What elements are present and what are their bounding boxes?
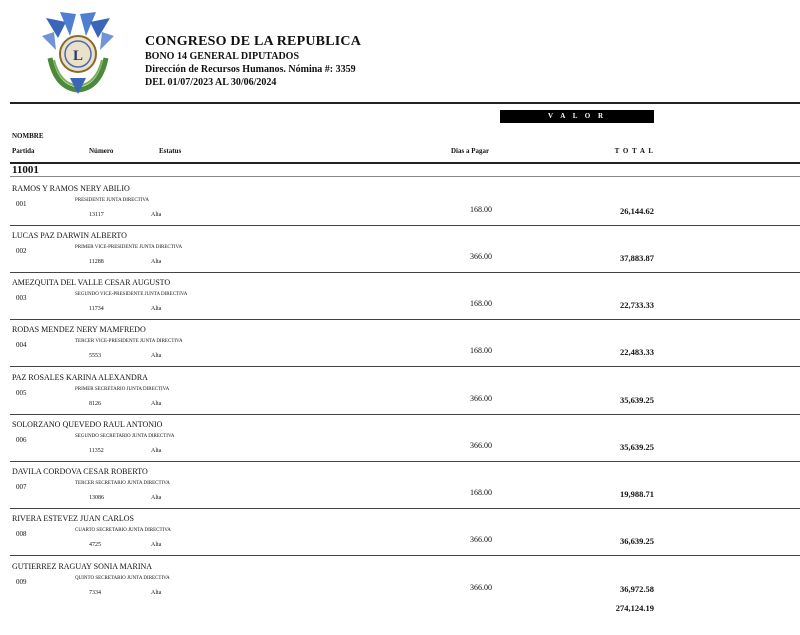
status-value: Alta <box>151 495 162 501</box>
total-amount: 26,144.62 <box>620 206 654 216</box>
status-value: Alta <box>151 590 162 596</box>
employee-number: 5553 <box>89 353 101 359</box>
header-divider <box>10 102 800 104</box>
days-to-pay: 366.00 <box>470 441 492 450</box>
employee-name: PAZ ROSALES KARINA ALEXANDRA <box>12 373 148 382</box>
total-amount: 37,883.87 <box>620 253 654 263</box>
position-title: PRIMER VICE-PRESIDENTE JUNTA DIRECTIVA <box>75 245 183 250</box>
position-title: PRIMER SECRETARIO JUNTA DIRECTIVA <box>75 387 170 392</box>
total-amount: 35,639.25 <box>620 442 654 452</box>
employee-name: AMEZQUITA DEL VALLE CESAR AUGUSTO <box>12 278 171 287</box>
table-row <box>0 514 800 561</box>
table-row <box>0 184 800 231</box>
table-row <box>0 325 800 372</box>
employee-number: 11288 <box>89 259 104 265</box>
employee-number: 11734 <box>89 306 104 312</box>
employee-name: GUTIERREZ RAGUAY SONIA MARINA <box>12 562 153 571</box>
partida-value: 005 <box>16 389 27 397</box>
dias-column-header: Dias a Pagar <box>451 147 490 155</box>
logo-monogram: L <box>72 48 84 64</box>
total-amount: 35,639.25 <box>620 395 654 405</box>
partida-value: 009 <box>16 578 27 586</box>
valor-column-header: V A L O R <box>500 110 654 123</box>
status-value: Alta <box>151 353 162 359</box>
grand-total: 274,124.19 <box>615 603 654 613</box>
row-divider <box>10 508 800 509</box>
row-divider <box>10 366 800 367</box>
position-title: TERCER SECRETARIO JUNTA DIRECTIVA <box>75 481 170 486</box>
position-title: PRESIDENTE JUNTA DIRECTIVA <box>75 198 149 203</box>
position-title: SEGUNDO SECRETARIO JUNTA DIRECTIVA <box>75 434 175 439</box>
row-divider <box>10 272 800 273</box>
row-divider <box>10 414 800 415</box>
position-title: CUARTO SECRETARIO JUNTA DIRECTIVA <box>75 528 171 533</box>
employee-number: 4725 <box>89 542 101 548</box>
total-amount: 22,733.33 <box>620 300 654 310</box>
position-title: TERCER VICE-PRESIDENTE JUNTA DIRECTIVA <box>75 339 183 344</box>
status-value: Alta <box>151 259 162 265</box>
days-to-pay: 366.00 <box>470 252 492 261</box>
numero-column-header: Número <box>89 147 114 155</box>
total-amount: 19,988.71 <box>620 489 654 499</box>
total-amount: 36,639.25 <box>620 536 654 546</box>
employee-number: 8126 <box>89 401 101 407</box>
document-period: DEL 01/07/2023 AL 30/06/2024 <box>145 77 277 88</box>
document-subtitle: BONO 14 GENERAL DIPUTADOS <box>145 51 300 62</box>
row-divider <box>10 225 800 226</box>
status-value: Alta <box>151 542 162 548</box>
employee-number: 11352 <box>89 448 104 454</box>
partida-value: 002 <box>16 247 27 255</box>
group-code: 11001 <box>12 164 39 176</box>
table-row <box>0 562 800 609</box>
congress-emblem-logo <box>36 8 120 96</box>
employee-name: DAVILA CORDOVA CESAR ROBERTO <box>12 467 148 476</box>
column-header-divider <box>10 162 800 164</box>
total-column-header: T O T A L <box>614 147 654 155</box>
group-divider <box>10 176 800 177</box>
partida-value: 007 <box>16 483 27 491</box>
employee-name: RODAS MENDEZ NERY MAMFREDO <box>12 325 146 334</box>
total-amount: 36,972.58 <box>620 584 654 594</box>
row-divider <box>10 555 800 556</box>
document-title: CONGRESO DE LA REPUBLICA <box>145 34 362 49</box>
employee-number: 13117 <box>89 212 104 218</box>
days-to-pay: 366.00 <box>470 535 492 544</box>
days-to-pay: 168.00 <box>470 205 492 214</box>
position-title: SEGUNDO VICE-PRESIDENTE JUNTA DIRECTIVA <box>75 292 188 297</box>
position-title: QUINTO SECRETARIO JUNTA DIRECTIVA <box>75 576 170 581</box>
partida-value: 003 <box>16 294 27 302</box>
employee-name: LUCAS PAZ DARWIN ALBERTO <box>12 231 127 240</box>
status-value: Alta <box>151 448 162 454</box>
days-to-pay: 366.00 <box>470 394 492 403</box>
document-department: Dirección de Recursos Humanos. Nómina #: 3359 <box>145 64 356 75</box>
partida-value: 008 <box>16 530 27 538</box>
status-value: Alta <box>151 306 162 312</box>
employee-number: 7334 <box>89 590 101 596</box>
partida-value: 006 <box>16 436 27 444</box>
days-to-pay: 366.00 <box>470 583 492 592</box>
nombre-column-header: NOMBRE <box>12 132 44 140</box>
partida-value: 001 <box>16 200 27 208</box>
table-row <box>0 278 800 325</box>
employee-name: RAMOS Y RAMOS NERY ABILIO <box>12 184 130 193</box>
row-divider <box>10 319 800 320</box>
days-to-pay: 168.00 <box>470 488 492 497</box>
table-row <box>0 373 800 420</box>
partida-column-header: Partida <box>12 147 35 155</box>
table-row <box>0 231 800 278</box>
row-divider <box>10 461 800 462</box>
employee-name: RIVERA ESTEVEZ JUAN CARLOS <box>12 514 135 523</box>
total-amount: 22,483.33 <box>620 347 654 357</box>
estatus-column-header: Estatus <box>159 147 182 155</box>
days-to-pay: 168.00 <box>470 299 492 308</box>
employee-name: SOLORZANO QUEVEDO RAUL ANTONIO <box>12 420 163 429</box>
partida-value: 004 <box>16 341 27 349</box>
employee-number: 13086 <box>89 495 104 501</box>
table-row <box>0 467 800 514</box>
status-value: Alta <box>151 401 162 407</box>
days-to-pay: 168.00 <box>470 346 492 355</box>
status-value: Alta <box>151 212 162 218</box>
table-row <box>0 420 800 467</box>
